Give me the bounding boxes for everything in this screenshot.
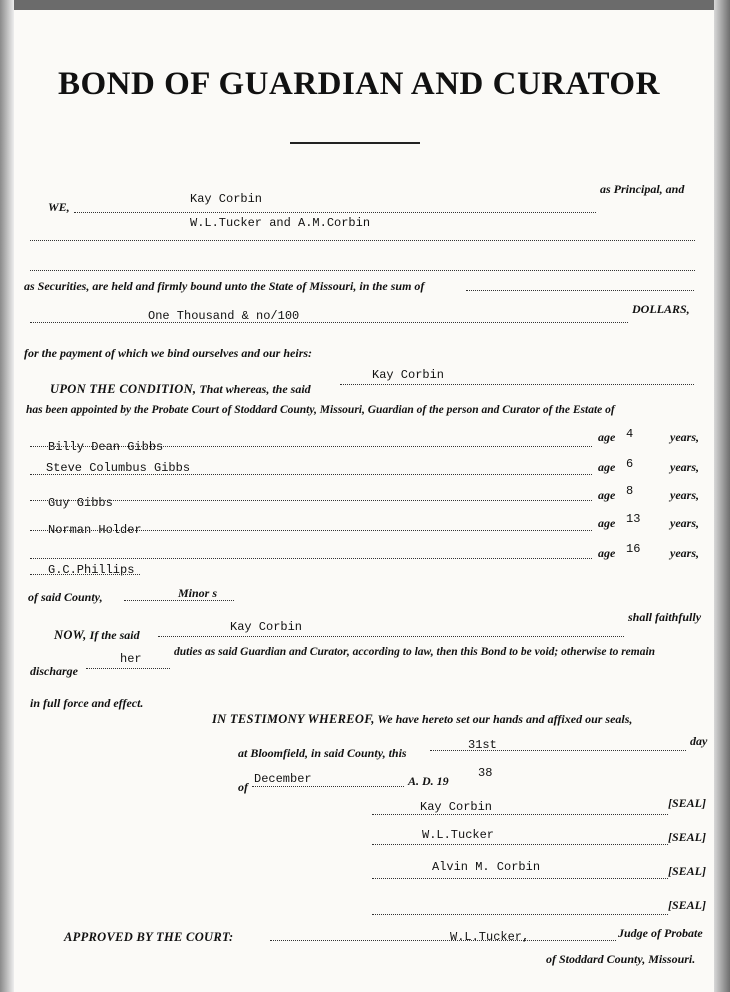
signature-name: Kay Corbin — [420, 800, 493, 814]
judge-line — [270, 940, 616, 941]
securities-names: W.L.Tucker and A.M.Corbin — [190, 216, 371, 230]
seal-label: [SEAL] — [668, 864, 707, 878]
signature-line — [372, 878, 668, 879]
ward-line — [30, 474, 592, 475]
ward-line — [30, 530, 592, 531]
principal-line — [74, 212, 596, 213]
signature-line — [372, 844, 668, 845]
ward-name: Billy Dean Gibbs — [48, 440, 164, 454]
securities-line-2 — [30, 270, 695, 271]
seal-label: [SEAL] — [668, 898, 707, 912]
discharge-label: discharge — [30, 664, 78, 678]
appointed-text: has been appointed by the Probate Court of Stoddard County, Missouri, Guardian of the person and Curator of the Estate of — [26, 404, 615, 416]
day-number: 31st — [468, 738, 497, 752]
faithfully-label: shall faithfully — [628, 610, 702, 624]
minor-label: Minor s — [178, 586, 218, 600]
signature-name: W.L.Tucker — [422, 828, 495, 842]
ward-name: Steve Columbus Gibbs — [46, 461, 191, 475]
guardian-line — [340, 384, 694, 385]
dollars-label: DOLLARS, — [632, 302, 690, 316]
testimony-text: We have hereto set our hands and affixed our seals, — [377, 712, 633, 726]
scan-edge-top — [0, 0, 730, 10]
day-label: day — [690, 734, 708, 748]
payment-text: for the payment of which we bind ourselves and our heirs: — [24, 346, 313, 360]
principal-name: Kay Corbin — [190, 192, 263, 206]
testimony-caps: IN TESTIMONY WHEREOF, — [212, 712, 375, 726]
age-label: age — [598, 430, 616, 444]
sum-amount: One Thousand & no/100 — [148, 309, 300, 323]
age-label: age — [598, 488, 616, 502]
month: December — [254, 772, 312, 786]
force-text: in full force and effect. — [30, 696, 144, 710]
ward-line — [30, 500, 592, 501]
title-rule — [290, 142, 420, 144]
scan-edge-right — [714, 0, 730, 992]
years-label: years, — [670, 516, 699, 530]
years-label: years, — [670, 546, 699, 560]
judge-name: W.L.Tucker, — [450, 930, 530, 944]
ward-name: G.C.Phillips — [48, 563, 135, 577]
ad-label: A. D. 19 — [408, 774, 449, 788]
judge-title: Judge of Probate — [618, 926, 703, 940]
ward-line — [30, 558, 592, 559]
duties-text: duties as said Guardian and Curator, according to law, then this Bond to be void; otherwise to remain — [174, 646, 656, 658]
years-label: years, — [670, 430, 699, 444]
guardian-name: Kay Corbin — [372, 368, 445, 382]
signature-line — [372, 914, 668, 915]
bloomfield-text: at Bloomfield, in said County, this — [238, 746, 407, 760]
signature-name: Alvin M. Corbin — [432, 860, 541, 874]
scan-edge-left — [0, 0, 14, 992]
day-line — [430, 750, 686, 751]
we-label: WE, — [48, 200, 70, 214]
seal-label: [SEAL] — [668, 830, 707, 844]
now-name: Kay Corbin — [230, 620, 303, 634]
ward-age: 4 — [626, 427, 634, 441]
month-line — [252, 786, 404, 787]
ward-name: Guy Gibbs — [48, 496, 113, 510]
as-principal-label: as Principal, and — [600, 182, 685, 196]
ward-age: 13 — [626, 512, 641, 526]
year: 38 — [478, 766, 493, 780]
ward-age: 6 — [626, 457, 634, 471]
age-label: age — [598, 460, 616, 474]
now-caps: NOW, — [54, 628, 87, 642]
ward-age: 8 — [626, 484, 634, 498]
now-line — [158, 636, 624, 637]
age-label: age — [598, 516, 616, 530]
ward-line — [30, 574, 140, 575]
securities-text: as Securities, are held and firmly bound unto the State of Missouri, in the sum of — [24, 279, 425, 293]
sum-line — [30, 322, 628, 323]
securities-line-1 — [30, 240, 695, 241]
of-county-label: of said County, — [28, 590, 103, 604]
ward-age: 16 — [626, 542, 641, 556]
ward-name: Norman Holder — [48, 523, 142, 537]
pronoun: her — [120, 652, 142, 666]
ward-line — [30, 446, 592, 447]
age-label: age — [598, 546, 616, 560]
judge-county: of Stoddard County, Missouri. — [546, 952, 696, 966]
approved-label: APPROVED BY THE COURT: — [64, 930, 234, 944]
document-title: BOND OF GUARDIAN AND CURATOR — [58, 66, 660, 102]
seal-label: [SEAL] — [668, 796, 707, 810]
pronoun-line — [86, 668, 170, 669]
condition-text: That whereas, the said — [199, 382, 311, 396]
now-text: If the said — [89, 628, 140, 642]
condition-caps: UPON THE CONDITION, — [50, 382, 197, 396]
signature-line — [372, 814, 668, 815]
years-label: years, — [670, 488, 699, 502]
sum-line-top — [466, 290, 694, 291]
years-label: years, — [670, 460, 699, 474]
of-label: of — [238, 780, 248, 794]
